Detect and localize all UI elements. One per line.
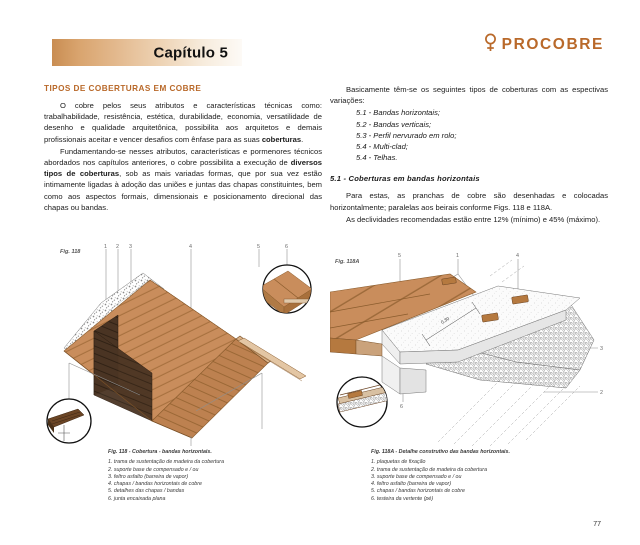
page-number: 77 <box>593 521 601 528</box>
figure-118 <box>44 243 322 448</box>
legend-item: 2. suporte base de compensado e / ou <box>108 466 199 473</box>
legend-item: 2. trama de sustentação de madeira da cobertura <box>371 466 488 473</box>
list-item: 5.4 - Multi-clad; <box>356 142 408 152</box>
list-item: 5.2 - Bandas verticais; <box>356 119 432 129</box>
legend-item: 3. suporte base de compensado e / ou <box>371 473 462 480</box>
paragraph-2-tail: , sob as mais variadas formas, que por sua vez estão intimamente ligadas à adoção das uniões e juntas das chapas constituintes, bem como aos aspectos formais, dimensionais e posicionamento direcional das chapas ou bandas. <box>44 169 322 212</box>
callout-4: 4 <box>189 244 192 250</box>
paragraph-1 <box>44 100 322 145</box>
figure-118-tag: Fig. 118 <box>60 249 81 255</box>
callout-6: 6 <box>285 244 288 250</box>
subsection-paragraph-2: As declividades recomendadas estão entre 12% (mínimo) e 45% (máximo). <box>346 214 601 224</box>
detail-inset-seam <box>260 265 312 315</box>
chapter-banner <box>52 39 242 66</box>
paragraph-1-tail: . <box>301 134 304 144</box>
left-text-column <box>44 84 322 214</box>
detail-inset-joint <box>47 399 91 443</box>
intro-paragraph: Basicamente têm-se os seguintes tipos de coberturas com as espectivas variações: <box>330 85 608 106</box>
figure-118a-tag: Fig. 118A <box>335 259 360 265</box>
list-item: 5.4 - Telhas. <box>356 153 398 163</box>
callout-1: 1 <box>104 244 107 250</box>
legend-item: 4. feltro asfalto (barreira de vapor) <box>371 481 452 488</box>
figure-118-caption <box>108 449 323 503</box>
legend-item: 4. chapas / bandas horizontais de cobre <box>108 481 202 488</box>
brand-logo <box>484 33 604 57</box>
figure-118a-legend <box>371 459 596 503</box>
paragraph-2 <box>44 146 322 213</box>
fascia-support <box>400 368 426 394</box>
callout-2: 2 <box>116 244 119 250</box>
legend-item: 1. plaquetas de fixação <box>371 459 426 466</box>
dimension-label: 0,30 <box>439 315 451 325</box>
copper-fascia <box>330 338 356 354</box>
venus-copper-symbol-icon <box>484 33 497 57</box>
brand-name: PROCOBRE <box>501 36 604 53</box>
callout-1: 1 <box>456 253 459 259</box>
caption-title: Fig. 118 - Cobertura - bandas horizontais. <box>108 449 212 455</box>
paragraph-2-text: Fundamentando-se nesses atributos, características e pormenores técnicos abordados nos capítulos anteriores, o cobre possibilita a execução de <box>44 146 322 168</box>
legend-item: 6. junta encaixada plana <box>108 495 166 502</box>
caption-title: Fig. 118A - Detalhe construtivo das bandas horizontais. <box>371 449 510 455</box>
page-header <box>0 0 640 78</box>
callout-5: 5 <box>257 244 260 250</box>
list-item: 5.1 - Bandas horizontais; <box>356 108 441 118</box>
list-item: 5.3 - Perfil nervurado em rolo; <box>356 130 457 140</box>
figure-118a-caption <box>371 449 596 503</box>
callout-4: 4 <box>516 253 519 259</box>
callout-2: 2 <box>600 390 603 396</box>
copper-drip-edge <box>356 340 382 356</box>
callout-3: 3 <box>600 346 603 352</box>
callout-6: 6 <box>400 404 403 410</box>
right-text-column <box>330 84 608 226</box>
figure-118a-drawing <box>330 252 608 448</box>
figure-118-drawing <box>44 243 322 448</box>
figure-118-legend <box>108 459 323 503</box>
legend-item: 6. testeira da vertente (pé) <box>371 495 434 502</box>
legend-item: 3. feltro asfalto (barreira de vapor) <box>108 473 189 480</box>
chapter-title: Capítulo 5 <box>153 44 228 61</box>
section-title: TIPOS DE COBERTURAS EM COBRE <box>44 84 202 93</box>
subsection-paragraph-1: Para estas, as pranchas de cobre são desenhadas e colocadas horizontalmente; paralelas aos beirais conforme Figs. 118 e 118A. <box>330 191 608 212</box>
paragraph-2-emphasis: diversos tipos de coberturas <box>44 158 322 179</box>
detail-inset-seam-section <box>337 377 390 427</box>
paragraph-1-text: O cobre pelos seus atributos e características técnicas como: trabalhabilidade, resistência, estética, durabilidade, economia, versatilidade de desenho e qualidade arquitetônica, possibilita aos arquitetos e demais profissionais aceitar e vencer desafios com ênfase para as suas <box>44 101 322 144</box>
paragraph-1-emphasis: coberturas <box>261 134 302 144</box>
callout-numbers-top <box>104 244 288 250</box>
coverage-types-list <box>330 107 608 163</box>
legend-item: 1. trama de sustentação de madeira da cobertura <box>108 459 225 466</box>
subsection-title: 5.1 - Coberturas em bandas horizontais <box>330 174 480 184</box>
fascia-board <box>382 356 400 394</box>
legend-item: 5. detalhes das chapas / bandas <box>108 488 185 495</box>
callout-5: 5 <box>398 253 401 259</box>
callout-3: 3 <box>129 244 132 250</box>
legend-item: 5. chapas / bandas horizontais de cobre <box>371 488 465 495</box>
figure-118a <box>330 252 608 448</box>
